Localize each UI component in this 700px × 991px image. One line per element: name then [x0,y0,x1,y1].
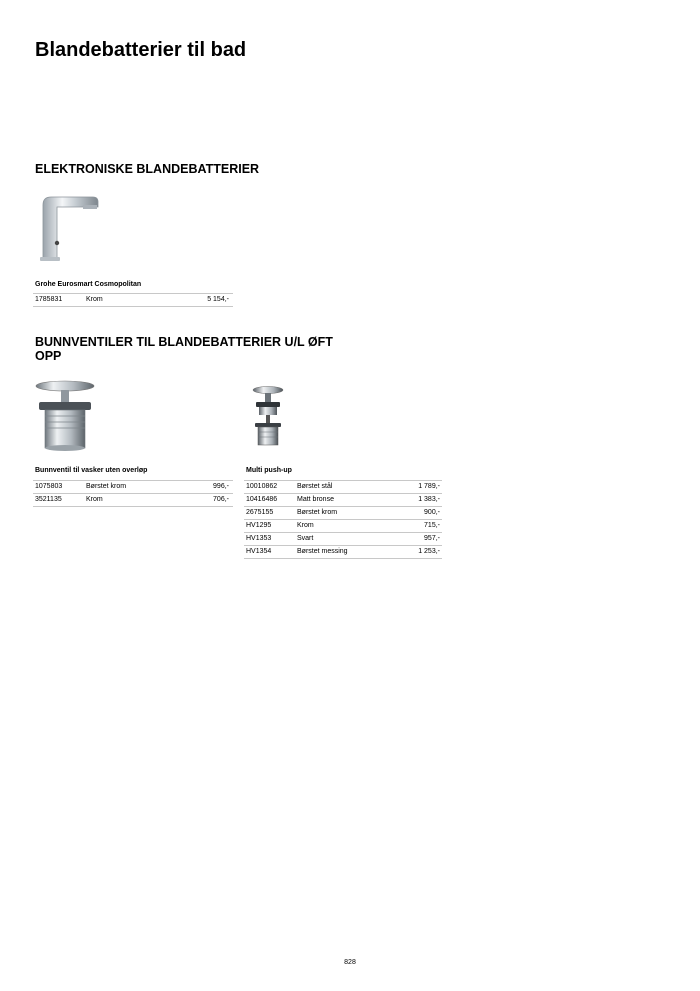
section-heading-line: BUNNVENTILER TIL BLANDEBATTERIER U/L ØFT [35,335,333,349]
table-divider [33,506,233,507]
table-row [246,494,440,506]
variant-cell: Børstet stål [297,483,333,490]
price-cell: 1 789,- [418,483,440,490]
variant-cell: Krom [86,296,103,303]
table-row [246,533,440,545]
table-row [35,481,231,493]
variant-cell: Børstet krom [297,509,338,516]
sku-cell: 10416486 [246,496,278,503]
product-name: Grohe Eurosmart Cosmopolitan [35,281,142,288]
section-heading-line: OPP [35,349,62,363]
table-divider [244,558,442,559]
sku-cell: 1785831 [35,296,63,303]
variant-cell: Svart [297,535,314,542]
price-cell: 5 154,- [207,296,229,303]
price-cell: 996,- [213,483,229,490]
price-cell: 706,- [213,496,229,503]
table-row [246,507,440,519]
sku-cell: HV1354 [246,548,272,555]
product-name: Multi push-up [246,467,292,474]
table-divider [33,306,233,307]
price-cell: 1 253,- [418,548,440,555]
sku-cell: HV1295 [246,522,272,529]
page-title: Blandebatterier til bad [35,39,247,61]
section-heading-drain-valves [35,335,333,363]
table-row [35,494,231,506]
variant-cell: Krom [297,522,314,529]
table-row [246,546,440,558]
table-row [246,481,440,493]
variant-cell: Børstet messing [297,548,348,555]
variant-cell: Børstet krom [86,483,127,490]
sku-cell: 1075803 [35,483,63,490]
sku-cell: HV1353 [246,535,272,542]
electronic-faucet-icon [35,193,101,263]
sku-cell: 10010862 [246,483,278,490]
table-row [35,294,231,306]
variant-cell: Matt bronse [297,496,334,503]
price-cell: 900,- [424,509,440,516]
page-number: 828 [344,959,356,966]
table-row [246,520,440,532]
variant-cell: Krom [86,496,103,503]
sku-cell: 3521135 [35,496,62,503]
price-cell: 957,- [424,535,440,542]
section-heading-electronic-mixers: ELEKTRONISKE BLANDEBATTERIER [35,162,260,176]
sku-cell: 2675155 [246,509,274,516]
push-up-drain-icon [250,386,286,448]
price-cell: 1 383,- [418,496,440,503]
drain-valve-icon [34,380,96,452]
product-name: Bunnventil til vasker uten overløp [35,467,148,474]
price-cell: 715,- [424,522,440,529]
